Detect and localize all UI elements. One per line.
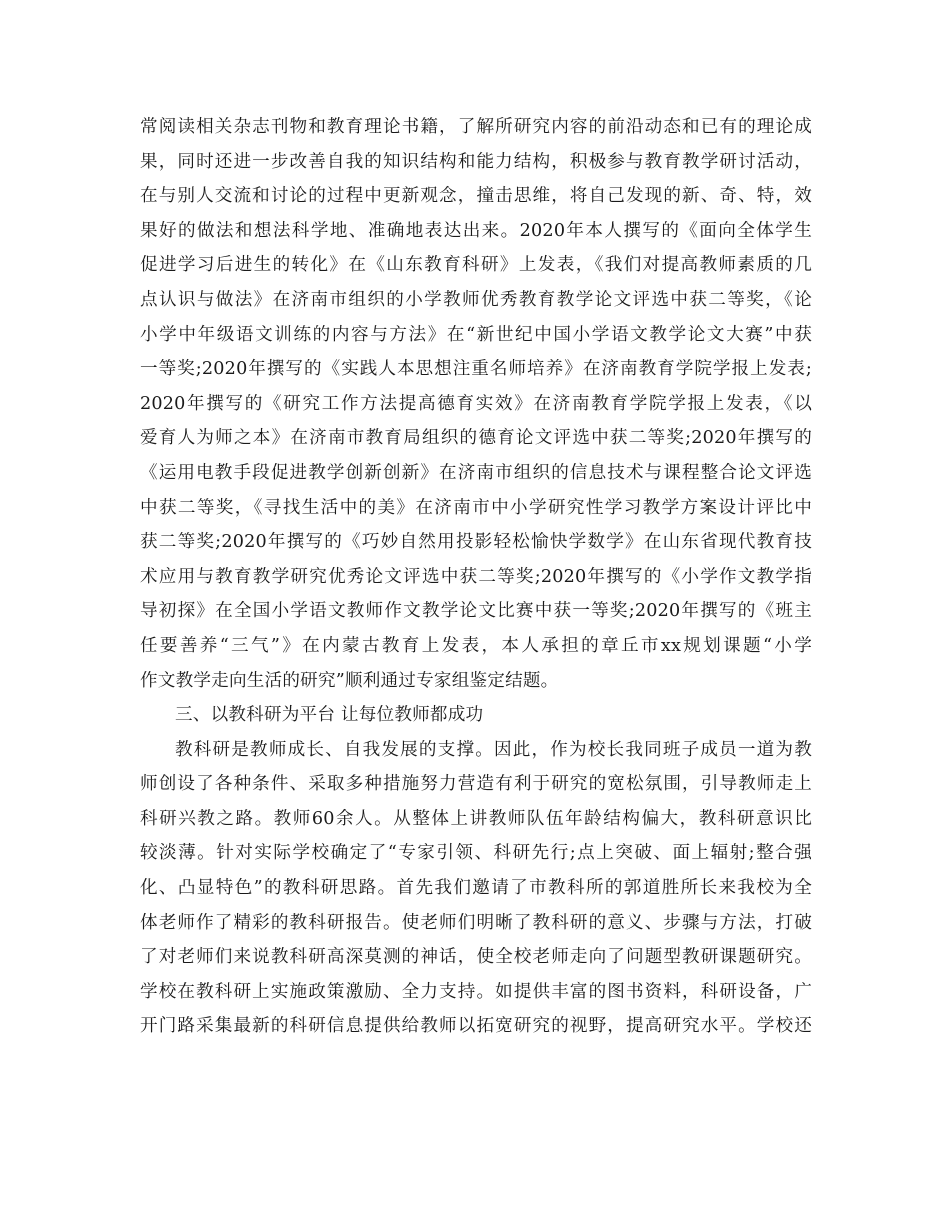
section-heading — [140, 698, 812, 733]
text-line: 点认识与做法》在济南市组织的小学教师优秀教育教学论文评选中获二等奖，《论 — [140, 289, 812, 310]
text-line: 在与别人交流和讨论的过程中更新观念，撞击思维，将自己发现的新、奇、特，效 — [140, 186, 812, 207]
text-line: 导初探》在全国小学语文教师作文教学论文比赛中获一等奖;2020年撰写的《班主 — [140, 601, 812, 622]
text-line: 师创设了各种条件、采取多种措施努力营造有利于研究的宽松氛围，引导教师走上 — [140, 774, 812, 795]
text-line: 《运用电教手段促进教学创新创新》在济南市组织的信息技术与课程整合论文评选 — [140, 462, 812, 483]
text-line: 化、凸显特色”的教科研思路。首先我们邀请了市教科所的郭道胜所长来我校为全 — [140, 878, 812, 899]
text-line: 小学中年级语文训练的内容与方法》在“新世纪中国小学语文教学论文大赛”中获 — [140, 324, 812, 345]
text-line: 常阅读相关杂志刊物和教育理论书籍，了解所研究内容的前沿动态和已有的理论成 — [140, 117, 812, 137]
paragraph-continuation — [140, 110, 812, 698]
text-line: 爱育人为师之本》在济南市教育局组织的德育论文评选中获二等奖;2020年撰写的 — [140, 428, 812, 449]
text-line: 任要善养“三气”》在内蒙古教育上发表，本人承担的章丘市xx规划课题“小学 — [140, 635, 812, 656]
text-line: 术应用与教育教学研究优秀论文评选中获二等奖;2020年撰写的《小学作文教学指 — [140, 566, 812, 587]
document-page — [140, 110, 812, 1044]
text-line: 体老师作了精彩的教科研报告。使老师们明晰了教科研的意义、步骤与方法，打破 — [140, 912, 812, 933]
text-line: 促进学习后进生的转化》在《山东教育科研》上发表，《我们对提高教师素质的几 — [140, 255, 812, 276]
text-line: 中获二等奖，《寻找生活中的美》在济南市中小学研究性学习教学方案设计评比中 — [140, 497, 812, 518]
text-line: 了对老师们来说教科研高深莫测的神话，使全校老师走向了问题型教研课题研究。 — [140, 947, 812, 968]
text-line: 科研兴教之路。教师60余人。从整体上讲教师队伍年龄结构偏大，教科研意识比 — [140, 808, 812, 829]
text-line: 教科研是教师成长、自我发展的支撑。因此，作为校长我同班子成员一道为教 — [175, 739, 812, 760]
text-line: 果好的做法和想法科学地、准确地表达出来。2020年本人撰写的《面向全体学生 — [140, 220, 812, 241]
paragraph-body — [140, 733, 812, 1044]
heading-text: 三、以教科研为平台 让每位教师都成功 — [175, 705, 484, 726]
text-line: 学校在教科研上实施政策激励、全力支持。如提供丰富的图书资料，科研设备，广 — [140, 981, 812, 1002]
text-line: 2020年撰写的《研究工作方法提高德育实效》在济南教育学院学报上发表，《以 — [140, 393, 812, 414]
text-line: 较淡薄。针对实际学校确定了“专家引领、科研先行;点上突破、面上辐射;整合强 — [140, 843, 812, 864]
text-line: 一等奖;2020年撰写的《实践人本思想注重名师培养》在济南教育学院学报上发表; — [140, 359, 812, 380]
text-line: 开门路采集最新的科研信息提供给教师以拓宽研究的视野，提高研究水平。学校还 — [140, 1016, 812, 1037]
text-line: 获二等奖;2020年撰写的《巧妙自然用投影轻松愉快学数学》在山东省现代教育技 — [140, 532, 812, 553]
text-line: 作文教学走向生活的研究”顺利通过专家组鉴定结题。 — [140, 670, 559, 691]
text-line: 果，同时还进一步改善自我的知识结构和能力结构，积极参与教育教学研讨活动， — [140, 151, 812, 172]
